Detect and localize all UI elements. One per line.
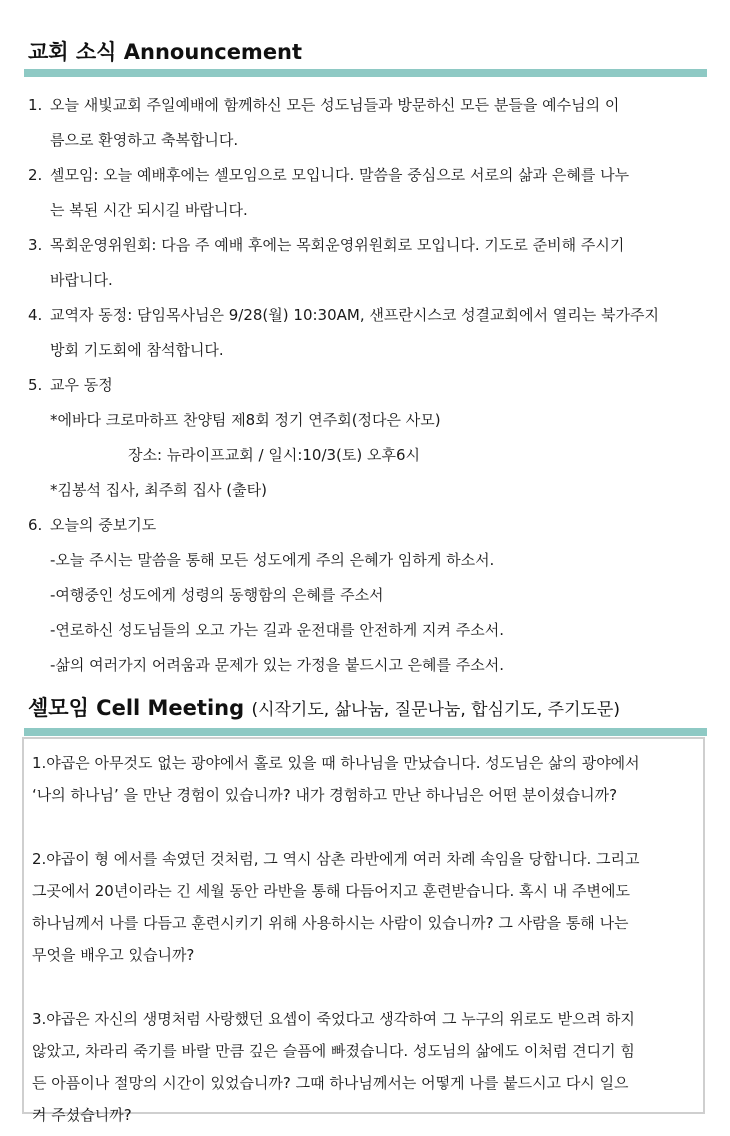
- item-number: 1.: [28, 96, 43, 114]
- question-3: 3.야곱은 자신의 생명처럼 사랑했던 요셉이 죽었다고 생각하여 그 누구의 위로도 받으려 하지 않았고, 차라리 죽기를 바랄 만큼 깊은 슬픔에 빠졌습니다. 성도님의 삶에도 이처럼 견디기 힘 든 아픔이나 절망의 시간이 있었습니까? 그때 하나님께서는 어떻게 나를 붙드시고 다시 일으 켜 주셨습니까?: [32, 1010, 635, 1124]
- cell-meeting-divider: [24, 728, 707, 736]
- item-text: 오늘 새빛교회 주일예배에 함께하신 모든 성도님들과 방문하신 모든 분들을 예수님의 이 름으로 환영하고 축복합니다.: [50, 96, 620, 149]
- prayer-line: -삶의 여러가지 어려움과 문제가 있는 가정을 붙드시고 은혜를 주소서.: [50, 656, 505, 674]
- item-text: 교우 동정: [50, 376, 113, 394]
- question-2: 2.야곱이 형 에서를 속였던 것처럼, 그 역시 삼촌 라반에게 여러 차례 속임을 당합니다. 그리고 그곳에서 20년이라는 긴 세월 동안 라반을 통해 다듬어지고 훈련받습니다. 혹시 내 주변에도 하나님께서 나를 다듬고 훈련시키기 위해 사용하시는 사람이 있습니까? 그 사람을 통해 나는 무엇을 배우고 있습니까?: [32, 850, 640, 964]
- prayer-line: -여행중인 성도에게 성령의 동행함의 은혜를 주소서: [50, 586, 384, 604]
- member-news-line: *김봉석 집사, 최주희 집사 (출타): [50, 481, 267, 499]
- announcement-item-2: [28, 158, 700, 228]
- cell-questions-box: [22, 737, 705, 1124]
- announcement-item-4: [28, 298, 700, 368]
- member-news-line: *에바다 크로마하프 찬양팀 제8회 정기 연주회(정다은 사모): [50, 411, 441, 429]
- cell-meeting-subtitle: (시작기도, 삶나눔, 질문나눔, 합심기도, 주기도문): [251, 700, 620, 720]
- item-number: 4.: [28, 306, 43, 324]
- prayer-line: -오늘 주시는 말씀을 통해 모든 성도에게 주의 은혜가 임하게 하소서.: [50, 551, 495, 569]
- announcement-item-3: [28, 228, 700, 298]
- cell-meeting-title: [28, 692, 620, 722]
- item-text: 오늘의 중보기도: [50, 516, 157, 534]
- item-number: 2.: [28, 166, 43, 184]
- question-1: 1.야곱은 아무것도 없는 광야에서 홀로 있을 때 하나님을 만났습니다. 성도님은 삶의 광야에서 ‘나의 하나님’ 을 만난 경험이 있습니까? 내가 경험하고 만난 하나님은 어떤 분이셨습니까?: [32, 754, 640, 804]
- item-number: 6.: [28, 516, 43, 534]
- announcement-item-6: [28, 508, 700, 683]
- item-number: 5.: [28, 376, 43, 394]
- item-text: 교역자 동정: 담임목사님은 9/28(월) 10:30AM, 샌프란시스코 성결교회에서 열리는 북가주지 방회 기도회에 참석합니다.: [50, 306, 659, 359]
- prayer-line: -연로하신 성도님들의 오고 가는 길과 운전대를 안전하게 지켜 주소서.: [50, 621, 505, 639]
- item-number: 3.: [28, 236, 43, 254]
- announcement-divider: [24, 69, 707, 77]
- item-text: 목회운영위원회: 다음 주 예배 후에는 목회운영위원회로 모입니다. 기도로 준비해 주시기 바랍니다.: [50, 236, 625, 289]
- announcement-list: [28, 88, 700, 683]
- announcement-item-1: [28, 88, 700, 158]
- announcement-item-5: [28, 368, 700, 508]
- cell-meeting-title-text: 셀모임 Cell Meeting: [28, 696, 245, 720]
- member-news-line: 장소: 뉴라이프교회 / 일시:10/3(토) 오후6시: [128, 446, 421, 464]
- item-text: 셀모임: 오늘 예배후에는 셀모임으로 모입니다. 말씀을 중심으로 서로의 삶과 은혜를 나누 는 복된 시간 되시길 바랍니다.: [50, 166, 630, 219]
- announcement-title: 교회 소식 Announcement: [28, 40, 303, 64]
